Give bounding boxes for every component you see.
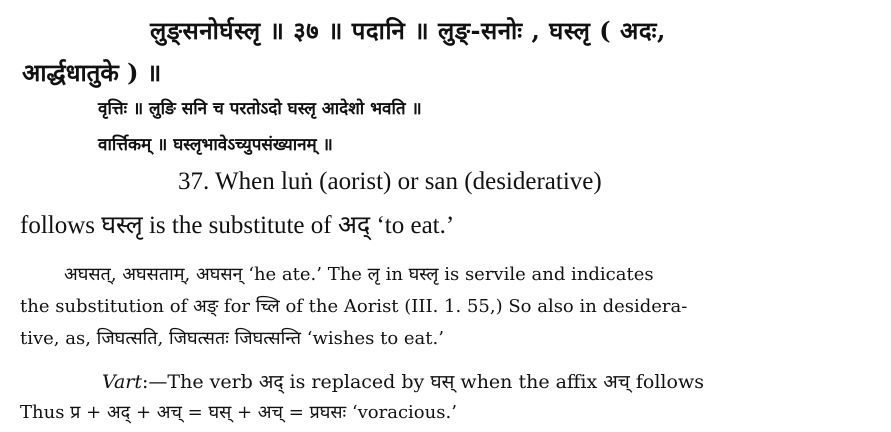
vritti-line: वृत्तिः ॥ लुङि सनि च परतोऽदो घस्लृ आदेशो भवति ॥ xyxy=(98,99,422,119)
sutra-line-2: आर्द्धधातुके ) ॥ xyxy=(22,58,162,87)
vart-label: Vart xyxy=(102,371,143,393)
sutra-line-1: लुङ्सनोर्घस्लृ ॥ ३७ ॥ पदानि ॥ लुङ्-सनोः , घस्लृ ( अदः, xyxy=(150,16,666,45)
translation-line-2: follows घस्लृ is the substitute of अद् ‘to eat.’ xyxy=(20,212,455,239)
vart-line-2: Thus प्र + अद् + अच् = घस् + अच् = प्रघसः ‘voracious.’ xyxy=(20,402,457,423)
explanation-line-1: अघसत्, अघसताम्, अघसन् ‘he ate.’ The लृ in घस्लृ is servile and indicates xyxy=(64,264,654,285)
vart-line-1-text: :—The verb अद् is replaced by घस् when the affix अच् follows xyxy=(142,371,704,393)
explanation-line-2: the substitution of अङ् for च्लि of the Aorist (III. 1. 55,) So also in desidera- xyxy=(20,296,688,317)
vartikam-line: वार्त्तिकम् ॥ घस्लृभावेऽच्युपसंख्यानम् ॥ xyxy=(98,135,333,155)
vart-line-1 xyxy=(102,368,704,394)
translation-line-1: 37. When luṅ (aorist) or san (desiderative) xyxy=(178,168,602,195)
explanation-line-3: tive, as, जिघत्सति, जिघत्सतः जिघत्सन्ति ‘wishes to eat.’ xyxy=(20,328,444,349)
